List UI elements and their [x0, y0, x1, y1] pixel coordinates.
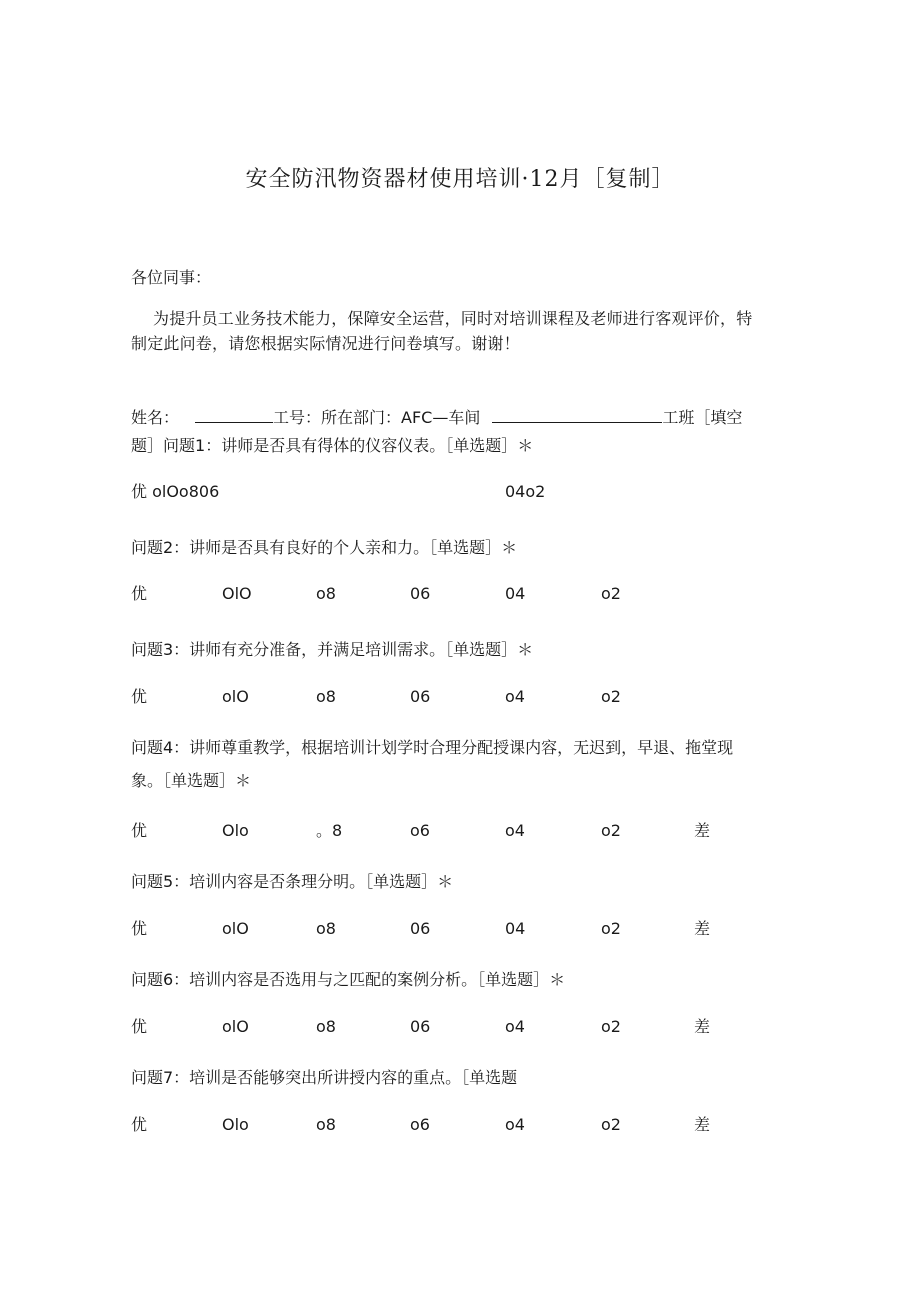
question-4-option[interactable]: o2 [601, 821, 621, 840]
name-input[interactable] [195, 408, 273, 423]
question-2-option[interactable]: 04 [505, 584, 526, 603]
question-2-option[interactable]: 06 [410, 584, 431, 603]
question-7-option[interactable]: o8 [316, 1115, 336, 1134]
q1-option-group-left[interactable]: 优 olOo806 [131, 482, 220, 501]
question-7-option[interactable]: Olo [222, 1115, 249, 1134]
fill-type-suffix: 题］ [131, 436, 164, 455]
question-3-option[interactable]: 06 [410, 687, 431, 706]
question-6-option[interactable]: o8 [316, 1017, 336, 1036]
q1-option-group-right[interactable]: 04o2 [505, 482, 546, 501]
question-5-option[interactable]: 差 [694, 919, 711, 938]
greeting: 各位同事： [131, 268, 212, 287]
question-5-option[interactable]: o8 [316, 919, 336, 938]
question-7-option[interactable]: 差 [694, 1115, 711, 1134]
question-5-option[interactable]: olO [222, 919, 249, 938]
shift-input[interactable] [492, 408, 662, 423]
question-6-option[interactable]: 优 [131, 1017, 148, 1036]
question-5-option[interactable]: 优 [131, 919, 148, 938]
question-5-text: 问题5：培训内容是否条理分明。［单选题］＊ [131, 872, 454, 891]
intro-line-1: 为提升员工业务技术能力，保障安全运营，同时对培训课程及老师进行客观评价，特 [153, 309, 753, 328]
question-4-option[interactable]: o6 [410, 821, 430, 840]
question-4-text-cont: 象。［单选题］＊ [131, 771, 252, 790]
question-6-option[interactable]: olO [222, 1017, 249, 1036]
question-7-text: 问题7：培训是否能够突出所讲授内容的重点。［单选题 [131, 1068, 518, 1087]
question-6-option[interactable]: 差 [694, 1017, 711, 1036]
info-line [131, 408, 742, 428]
question-3-text: 问题3：讲师有充分准备，并满足培训需求。［单选题］＊ [131, 640, 534, 659]
question-5-option[interactable]: o2 [601, 919, 621, 938]
info-line-2 [131, 436, 533, 456]
question-7-option[interactable]: o2 [601, 1115, 621, 1134]
question-4-option[interactable]: o4 [505, 821, 525, 840]
question-2-option[interactable]: o8 [316, 584, 336, 603]
page-title: 安全防汛物资器材使用培训·12月［复制］ [245, 167, 675, 192]
question-4-option[interactable]: Olo [222, 821, 249, 840]
question-6-option[interactable]: o2 [601, 1017, 621, 1036]
shift-label: 工班［填空 [662, 408, 743, 427]
question-6-option[interactable]: o4 [505, 1017, 525, 1036]
question-3-option[interactable]: olO [222, 687, 249, 706]
question-7-option[interactable]: o4 [505, 1115, 525, 1134]
question-4-option[interactable]: 优 [131, 821, 148, 840]
question-5-option[interactable]: 06 [410, 919, 431, 938]
question-7-option[interactable]: o6 [410, 1115, 430, 1134]
question-6-option[interactable]: 06 [410, 1017, 431, 1036]
question-3-option[interactable]: o8 [316, 687, 336, 706]
question-2-option[interactable]: OlO [222, 584, 252, 603]
question-4-option[interactable]: 差 [694, 821, 711, 840]
question-6-text: 问题6：培训内容是否选用与之匹配的案例分析。［单选题］＊ [131, 970, 566, 989]
question-2-text: 问题2：讲师是否具有良好的个人亲和力。［单选题］＊ [131, 538, 518, 557]
question-4-option[interactable]: 。8 [316, 821, 343, 840]
question-4-text: 问题4：讲师尊重教学，根据培训计划学时合理分配授课内容，无迟到，早退、拖堂现 [131, 738, 734, 757]
question-1-text: 问题1：讲师是否具有得体的仪容仪表。［单选题］＊ [163, 436, 534, 455]
question-2-option[interactable]: 优 [131, 584, 148, 603]
question-3-option[interactable]: 优 [131, 687, 148, 706]
question-5-option[interactable]: 04 [505, 919, 526, 938]
intro-line-2: 制定此问卷，请您根据实际情况进行问卷填写。谢谢！ [131, 334, 520, 353]
question-7-option[interactable]: 优 [131, 1115, 148, 1134]
question-2-option[interactable]: o2 [601, 584, 621, 603]
question-3-option[interactable]: o4 [505, 687, 525, 706]
name-label: 姓名： [131, 408, 180, 427]
id-dept-label: 工号：所在部门：AFC—车间 [273, 408, 481, 427]
question-3-option[interactable]: o2 [601, 687, 621, 706]
